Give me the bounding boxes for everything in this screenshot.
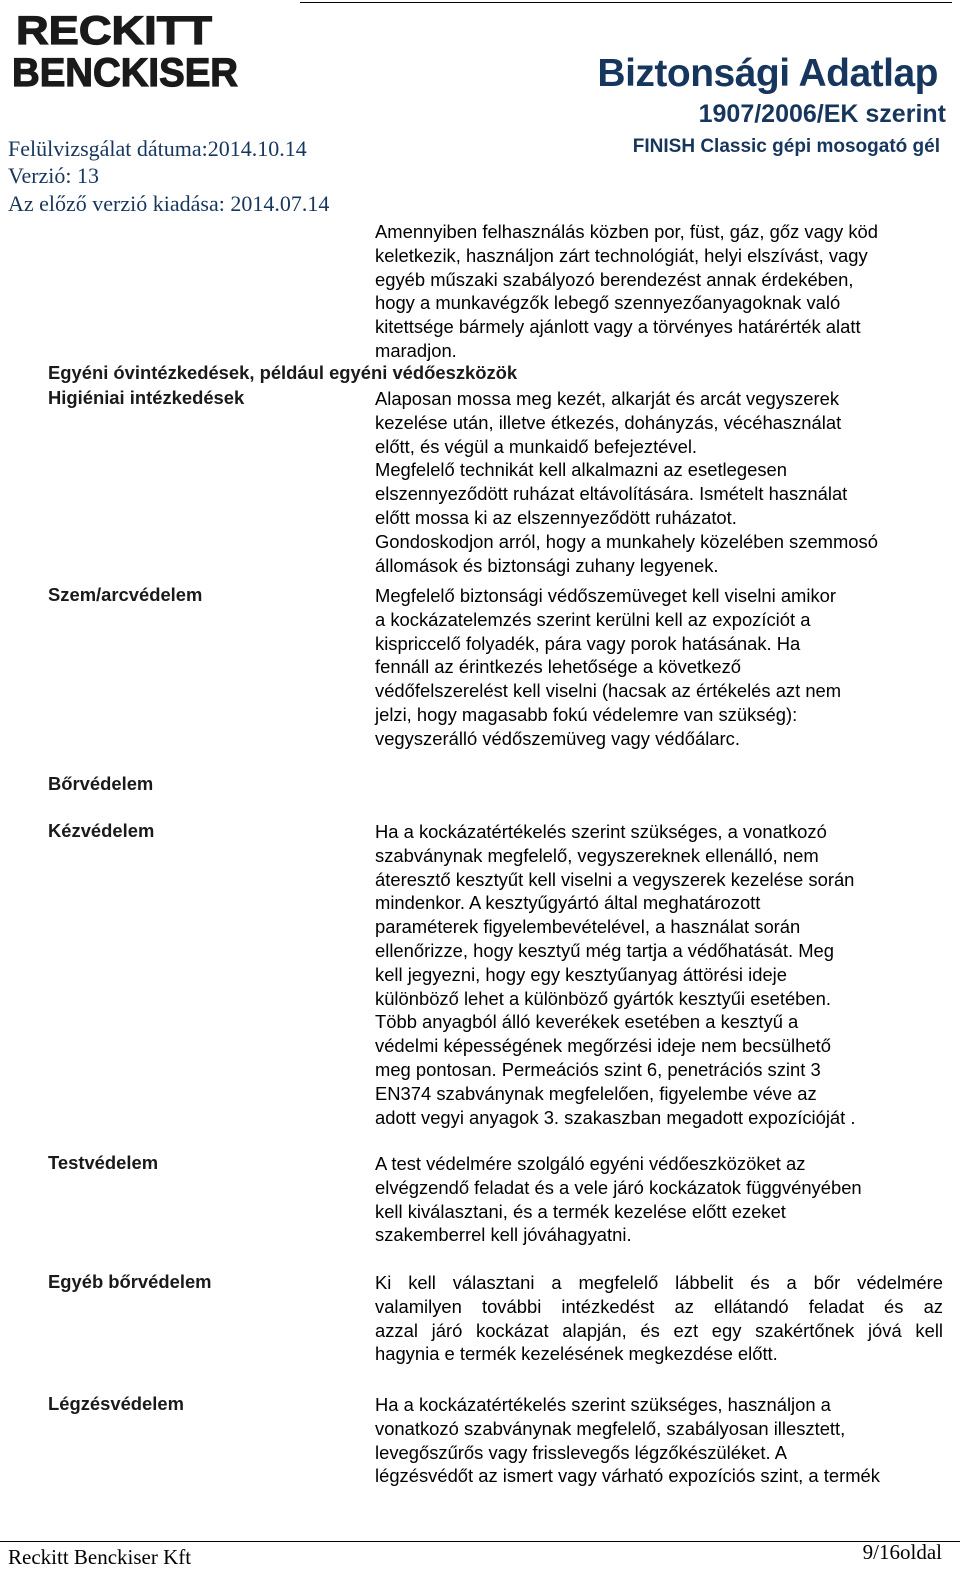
text-line: kell kiválasztani, és a termék kezelése előtt ezeket [375,1200,786,1222]
label-body-protection: Testvédelem [48,1152,159,1173]
text-line: kezelése után, illetve étkezés, dohányzás, vécéhasználat [375,411,842,433]
text-line: előtt, és végül a munkaidő befejeztével. [375,435,698,457]
text-line: kispriccelő folyadék, pára vagy porok hatásának. Ha [375,632,801,654]
text-line: maradjon. [375,339,457,361]
text-line: elvégzendő feladat és a vele járó kockázatok függvényében [375,1176,862,1198]
text-line: védőfelszerelést kell viselni (hacsak az értékelés azt nem [375,680,842,702]
label-skin-protection: Bőrvédelem [48,773,154,794]
previous-version-date: Az előző verzió kiadása: 2014.07.14 [8,191,330,216]
text-line: EN374 szabványnak megfelelően, figyelembe véve az [375,1082,817,1104]
text-line: jelzi, hogy magasabb fokú védelemre van szükség): [375,703,798,725]
footer-rule [0,1541,960,1542]
reckitt-benckiser-logo [12,6,242,92]
other-skin-protection-text [375,1271,943,1366]
body-protection-text [375,1152,862,1247]
text-line: azzal járó kockázat alapján, és ezt egy szakértőnek jóvá kell [375,1319,943,1341]
text-line: levegőszűrős vagy frisslevegős légzőkészüléket. A [375,1441,787,1463]
respiratory-protection-text [375,1393,880,1488]
text-line: keletkezik, használjon zárt technológiát, helyi elszívást, vagy [375,244,868,266]
text-line: elszennyeződött ruházat eltávolítására. Ismételt használat [375,483,848,505]
text-line: Alaposan mossa meg kezét, alkarját és arcát vegyszerek [375,388,840,409]
text-line: légzésvédőt az ismert vagy várható expozíciós szint, a termék [375,1465,880,1487]
header-rule [300,2,952,3]
text-line: Megfelelő biztonsági védőszemüveget kell viselni amikor [375,585,837,606]
text-line: Megfelelő technikát kell alkalmazni az esetlegesen [375,459,787,481]
document-title: Biztonsági Adatlap [597,52,938,95]
text-line: fennáll az érintkezés lehetősége a következő [375,656,741,678]
text-line: vonatkozó szabványnak megfelelő, szabályosan illesztett, [375,1417,846,1439]
text-line: valamilyen további intézkedést az ellátandó feladat és az [375,1295,943,1317]
section-heading-ppe: Egyéni óvintézkedések, például egyéni védőeszközök [48,362,518,383]
text-line: paraméterek figyelembevételével, a használat során [375,916,801,938]
text-line: egyéb műszaki szabályozó berendezést annak érdekében, [375,268,854,290]
text-line: hagynia e termék kezelésének megkezdése előtt. [375,1343,778,1365]
label-eye-protection: Szem/arcvédelem [48,584,203,605]
logo-line-1: RECKITT [16,9,212,53]
logo-mark [12,6,242,92]
product-name: FINISH Classic gépi mosogató gél [632,136,940,157]
text-line: állomások és biztonsági zuhany legyenek. [375,554,719,576]
text-line: mindenkor. A kesztyűgyártó által meghatározott [375,892,761,914]
text-line: A test védelmére szolgáló egyéni védőeszközöket az [375,1153,806,1174]
text-line: a kockázatelemzés szerint kerülni kell az expozíciót a [375,608,811,630]
text-line: kitettsége bármely ajánlott vagy a törvényes határérték alatt [375,316,861,338]
eye-protection-text [375,584,841,751]
text-line: Gondoskodjon arról, hogy a munkahely közelében szemmosó [375,530,878,552]
label-respiratory-protection: Légzésvédelem [48,1393,184,1414]
text-line: ellenőrizze, hogy kesztyű még tartja a védőhatását. Meg [375,939,834,961]
text-line: előtt mossa ki az elszennyeződött ruházatot. [375,506,737,528]
text-line: hogy a munkavégzők lebegő szennyezőanyagoknak való [375,292,841,314]
revision-date: Felülvizsgálat dátuma:2014.10.14 [8,136,307,161]
logo-line-2: BENCKISER [12,51,239,92]
label-hand-protection: Kézvédelem [48,820,155,841]
text-line: meg pontosan. Permeációs szint 6, penetrációs szint 3 [375,1058,821,1080]
text-line: adott vegyi anyagok 3. szakaszban megadott expozícióját . [375,1106,856,1128]
text-line: Ha a kockázatértékelés szerint szükséges, a vonatkozó [375,821,827,842]
footer-company: Reckitt Benckiser Kft [8,1545,192,1569]
page-number: 9/16oldal [862,1540,942,1564]
engineering-controls-text [375,220,878,363]
text-line: Ki kell választani a megfelelő lábbelit és a bőr védelmére [375,1272,943,1293]
regulation-reference: 1907/2006/EK szerint [698,100,946,128]
label-other-skin-protection: Egyéb bőrvédelem [48,1271,212,1292]
text-line: Amennyiben felhasználás közben por, füst, gáz, gőz vagy köd [375,221,878,242]
text-line: vegyszerálló védőszemüveg vagy védőálarc. [375,727,740,749]
hand-protection-text [375,820,856,1129]
text-line: különböző lehet a különböző gyártók kesztyűi esetében. [375,987,831,1009]
label-hygiene: Higiéniai intézkedések [48,387,245,408]
text-line: kell jegyezni, hogy egy kesztyűanyag áttörési ideje [375,963,787,985]
text-line: áteresztő kesztyűt kell viselni a vegyszerek kezelése során [375,868,855,890]
text-line: szabványnak megfelelő, vegyszereknek ellenálló, nem [375,844,819,866]
version-number: Verzió: 13 [8,163,100,188]
text-line: Több anyagból álló keverékek esetében a kesztyű a [375,1011,799,1033]
hygiene-text [375,387,878,577]
text-line: Ha a kockázatértékelés szerint szükséges, használjon a [375,1394,831,1415]
text-line: védelmi képességének megőrzési ideje nem becsülhető [375,1035,831,1057]
text-line: szakemberrel kell jóváhagyatni. [375,1224,632,1246]
